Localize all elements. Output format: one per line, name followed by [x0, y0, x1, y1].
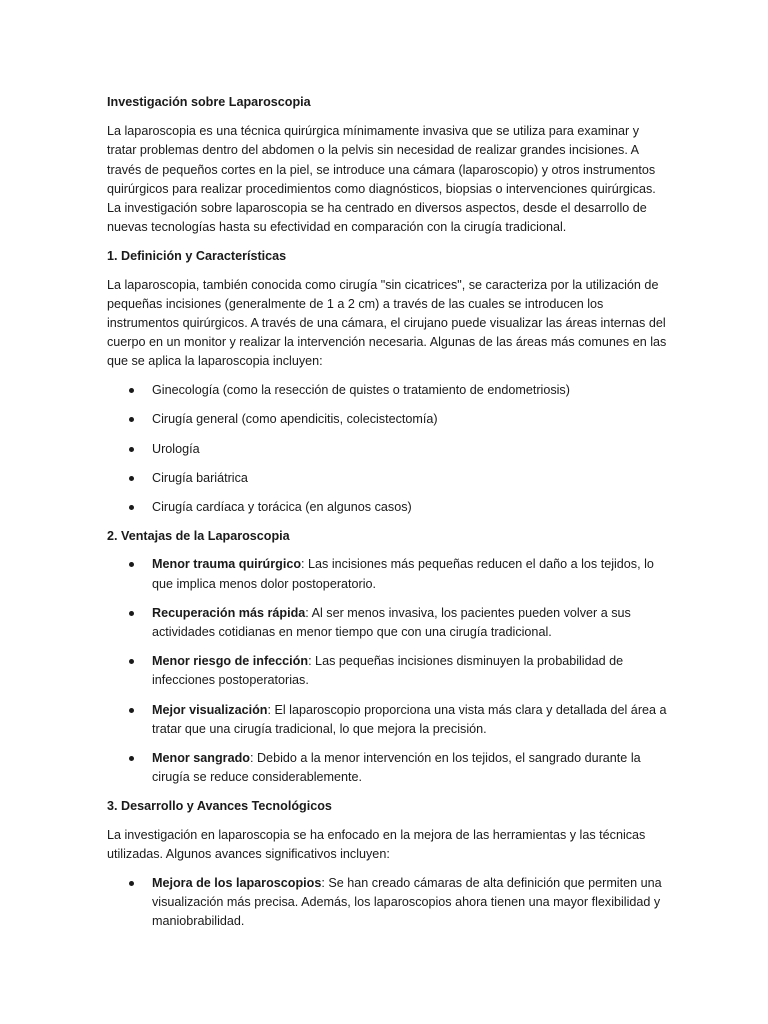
bullet-icon	[129, 708, 134, 713]
list-item	[107, 469, 668, 488]
bullet-icon	[129, 417, 134, 422]
list-item-text: Ginecología (como la resección de quistes o tratamiento de endometriosis)	[152, 383, 570, 398]
bullet-icon	[129, 756, 134, 761]
bullet-icon	[129, 388, 134, 393]
list-item	[107, 604, 668, 642]
intro-paragraph: La laparoscopia es una técnica quirúrgica mínimamente invasiva que se utiliza para examinar y tratar problemas dentro del abdomen o la pelvis sin necesidad de realizar grandes incisiones. A través de pequeños cortes en la piel, se introduce una cámara (laparoscopio) y otros instrumentos quirúrgicos para realizar procedimientos como diagnósticos, biopsias o intervenciones quirúrgicas. La investigación sobre laparoscopia se ha centrado en diversos aspectos, desde el desarrollo de nuevas tecnologías hasta su efectividad en comparación con la cirugía tradicional.	[107, 124, 656, 235]
section-heading-definition: 1. Definición y Características	[107, 248, 287, 263]
list-item	[107, 874, 668, 932]
list-item	[107, 652, 668, 690]
bullet-icon	[129, 562, 134, 567]
list-item-text: Cirugía cardíaca y torácica (en algunos casos)	[152, 499, 412, 514]
list-item-text: : Las incisiones más pequeñas reducen el daño a los tejidos, lo que implica menos dolor postoperatorio.	[152, 557, 654, 591]
list-item-term: Mejora de los laparoscopios	[152, 875, 322, 890]
list-item	[107, 410, 668, 429]
list-item	[107, 701, 668, 739]
list-item-term: Menor riesgo de infección	[152, 654, 309, 669]
list-item-text: : Las pequeñas incisiones disminuyen la probabilidad de infecciones postoperatorias.	[152, 654, 624, 688]
list-item-text: Cirugía bariátrica	[152, 470, 248, 485]
document-title: Investigación sobre Laparoscopia	[107, 95, 311, 109]
list-item	[107, 498, 668, 517]
section-heading-advances: 3. Desarrollo y Avances Tecnológicos	[107, 798, 332, 813]
list-item	[107, 749, 668, 787]
list-item-text: Cirugía general (como apendicitis, colecistectomía)	[152, 412, 438, 427]
bullet-icon	[129, 659, 134, 664]
advances-list	[107, 874, 668, 932]
list-item	[107, 440, 668, 459]
list-item-text: : Al ser menos invasiva, los pacientes pueden volver a sus actividades cotidianas en menor tiempo que con una cirugía tradicional.	[152, 605, 631, 639]
list-item-term: Menor sangrado	[152, 750, 250, 765]
list-item	[107, 381, 668, 400]
advantages-list	[107, 555, 668, 787]
advances-paragraph: La investigación en laparoscopia se ha enfocado en la mejora de las herramientas y las técnicas utilizadas. Algunos avances significativos incluyen:	[107, 827, 646, 861]
bullet-icon	[129, 447, 134, 452]
application-areas-list	[107, 381, 668, 517]
definition-paragraph: La laparoscopia, también conocida como cirugía "sin cicatrices", se caracteriza por la utilización de pequeñas incisiones (generalmente de 1 a 2 cm) a través de las cuales se introducen los instrumentos quirúrgicos. A través de una cámara, el cirujano puede visualizar las áreas internas del cuerpo en un monitor y realizar la intervención necesaria. Algunas de las áreas más comunes en las que se aplica la laparoscopia incluyen:	[107, 277, 667, 369]
list-item-text: : Se han creado cámaras de alta definición que permiten una visualización más precisa. Además, los laparoscopios ahora tienen una mayor flexibilidad y maniobrabilidad.	[152, 875, 662, 928]
list-item-text: : El laparoscopio proporciona una vista más clara y detallada del área a tratar que una cirugía tradicional, lo que mejora la precisión.	[152, 702, 667, 736]
list-item-term: Menor trauma quirúrgico	[152, 557, 302, 572]
bullet-icon	[129, 476, 134, 481]
bullet-icon	[129, 505, 134, 510]
list-item	[107, 555, 668, 593]
bullet-icon	[129, 881, 134, 886]
list-item-text: : Debido a la menor intervención en los tejidos, el sangrado durante la cirugía se reduce considerablemente.	[152, 750, 641, 785]
list-item-term: Mejor visualización	[152, 702, 268, 717]
section-heading-advantages: 2. Ventajas de la Laparoscopia	[107, 528, 290, 543]
bullet-icon	[129, 611, 134, 616]
list-item-text: Urología	[152, 441, 200, 456]
list-item-term: Recuperación más rápida	[152, 605, 306, 620]
